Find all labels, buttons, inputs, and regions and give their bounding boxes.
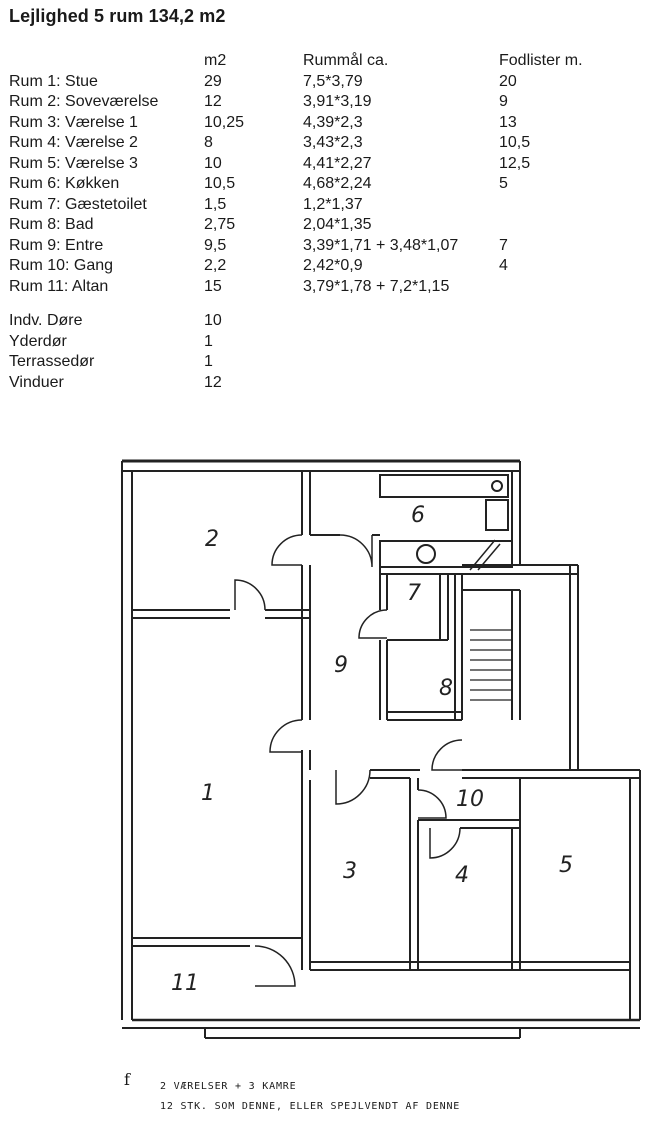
footer-line-1: 2 VÆRELSER + 3 KAMRE (160, 1081, 297, 1092)
room-name: Rum 11: Altan (9, 277, 109, 295)
room-dimensions: 4,68*2,24 (303, 175, 372, 192)
room-name: Rum 9: Entre (9, 236, 104, 254)
room-number-label: 9 (334, 653, 348, 678)
room-number-label: 3 (343, 859, 357, 884)
room-area: 10 (204, 154, 222, 172)
room-area: 12 (204, 93, 222, 110)
footer-line-2: 12 STK. SOM DENNE, ELLER SPEJLVENDT AF DENNE (160, 1101, 461, 1112)
count-name: Yderdør (9, 332, 67, 350)
room-skirting: 9 (499, 93, 508, 110)
room-skirting: 12,5 (499, 154, 531, 172)
room-name: Rum 6: Køkken (9, 175, 120, 192)
room-dimensions: 7,5*3,79 (303, 72, 363, 90)
room-name: Rum 4: Værelse 2 (9, 134, 138, 151)
count-name: Terrassedør (9, 353, 95, 370)
room-name: Rum 8: Bad (9, 216, 94, 233)
room-name: Rum 5: Værelse 3 (9, 154, 138, 172)
count-value: 1 (204, 332, 213, 350)
header-dimensions: Rummål ca. (303, 52, 389, 69)
room-dimensions: 2,42*0,9 (303, 257, 363, 274)
room-skirting: 10,5 (499, 134, 531, 151)
room-area: 2,75 (204, 216, 236, 233)
room-name: Rum 7: Gæstetoilet (9, 195, 147, 213)
room-dimensions: 4,39*2,3 (303, 113, 363, 131)
room-number-label: 7 (407, 581, 421, 606)
room-dimensions: 3,79*1,78 + 7,2*1,15 (303, 277, 450, 295)
room-skirting: 4 (499, 257, 508, 274)
count-name: Vinduer (9, 373, 64, 391)
room-area: 10,25 (204, 113, 245, 131)
room-number-label: 6 (411, 503, 425, 528)
room-area: 1,5 (204, 195, 227, 213)
room-area: 2,2 (204, 257, 227, 274)
count-name: Indv. Døre (9, 312, 83, 329)
room-dimensions: 3,39*1,71 + 3,48*1,07 (303, 236, 459, 254)
room-skirting: 20 (499, 72, 517, 90)
page-title: Lejlighed 5 rum 134,2 m2 (9, 6, 226, 26)
room-skirting: 7 (499, 236, 508, 254)
room-area: 9,5 (204, 236, 227, 254)
room-area: 15 (204, 277, 222, 295)
room-skirting: 5 (499, 175, 508, 192)
room-name: Rum 1: Stue (9, 72, 98, 90)
room-area: 29 (204, 72, 222, 90)
room-name: Rum 2: Soveværelse (9, 93, 159, 110)
room-dimensions: 4,41*2,27 (303, 154, 372, 172)
header-skirting: Fodlister m. (499, 52, 583, 69)
count-value: 10 (204, 312, 222, 329)
floor-plan (0, 440, 658, 1040)
room-number-label: 2 (205, 527, 219, 552)
room-name: Rum 3: Værelse 1 (9, 113, 138, 131)
room-dimensions: 3,91*3,19 (303, 93, 372, 110)
count-value: 12 (204, 373, 222, 391)
room-area: 8 (204, 134, 213, 151)
header-area: m2 (204, 52, 227, 69)
room-area: 10,5 (204, 175, 236, 192)
room-number-label: 5 (559, 853, 573, 878)
room-number-label: 4 (455, 863, 469, 888)
room-number-label: 1 (201, 781, 215, 806)
room-number-label: 8 (439, 676, 453, 701)
count-value: 1 (204, 353, 213, 370)
room-skirting: 13 (499, 113, 517, 131)
footer-mark: f (124, 1070, 131, 1089)
room-number-label: 10 (456, 787, 484, 812)
room-dimensions: 1,2*1,37 (303, 195, 363, 213)
room-dimensions: 2,04*1,35 (303, 216, 372, 233)
room-dimensions: 3,43*2,3 (303, 134, 363, 151)
room-number-label: 11 (171, 971, 199, 996)
room-name: Rum 10: Gang (9, 257, 114, 274)
